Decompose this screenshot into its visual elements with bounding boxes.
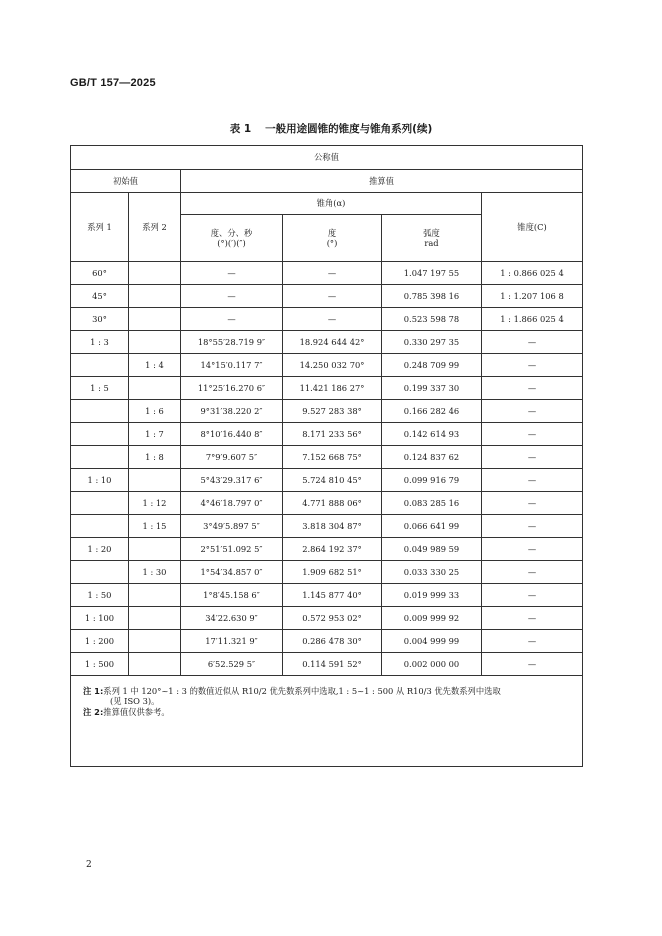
table-caption: 一般用途圆锥的锥度与锥角系列(续) xyxy=(265,123,433,135)
table-row xyxy=(71,538,583,561)
standard-code: GB/T 157—2025 xyxy=(70,77,156,89)
cell-taper: — xyxy=(482,423,583,446)
table-row xyxy=(71,630,583,653)
cell-series2: 1 : 12 xyxy=(129,492,181,515)
cell-dms: 17′11.321 9″ xyxy=(181,630,283,653)
cell-radian: 0.785 398 16 xyxy=(382,285,482,308)
header-dms-label: 度、分、秒 xyxy=(210,227,253,238)
table-row xyxy=(71,607,583,630)
header-radian xyxy=(382,215,482,262)
cell-series1: 1 : 200 xyxy=(71,630,129,653)
cell-radian: 0.199 337 30 xyxy=(382,377,482,400)
cell-series1 xyxy=(71,561,129,584)
cell-dms: 3°49′5.897 5″ xyxy=(181,515,283,538)
cell-dms: 11°25′16.270 6″ xyxy=(181,377,283,400)
cell-series1: 30° xyxy=(71,308,129,331)
cell-taper: — xyxy=(482,469,583,492)
cell-degree: 5.724 810 45° xyxy=(283,469,382,492)
notes-cell xyxy=(71,676,583,767)
note-1-text: 系列 1 中 120°~1 : 3 的数值近似从 R10/2 优先数系列中选取,1 : 5~1 : 500 从 R10/3 优先数系列中选取 xyxy=(103,686,501,696)
cell-dms: 14°15′0.117 7″ xyxy=(181,354,283,377)
cell-radian: 0.049 989 59 xyxy=(382,538,482,561)
cell-taper: — xyxy=(482,653,583,676)
cell-radian: 0.002 000 00 xyxy=(382,653,482,676)
cell-degree: 3.818 304 87° xyxy=(283,515,382,538)
cell-series2 xyxy=(129,607,181,630)
cell-radian: 0.142 614 93 xyxy=(382,423,482,446)
cell-degree: 0.286 478 30° xyxy=(283,630,382,653)
header-initial: 初始值 xyxy=(71,170,181,193)
cell-series2: 1 : 7 xyxy=(129,423,181,446)
cell-degree: — xyxy=(283,285,382,308)
header-degree-unit: (°) xyxy=(326,238,338,248)
cell-taper: — xyxy=(482,377,583,400)
cell-dms: 7°9′9.607 5″ xyxy=(181,446,283,469)
note-1 xyxy=(83,686,572,696)
cell-taper: — xyxy=(482,561,583,584)
cell-series1: 1 : 3 xyxy=(71,331,129,354)
header-dms-unit: (°)(′)(″) xyxy=(217,238,246,248)
cell-series2: 1 : 15 xyxy=(129,515,181,538)
table-row xyxy=(71,492,583,515)
cell-radian: 0.009 999 92 xyxy=(382,607,482,630)
cell-radian: 0.166 282 46 xyxy=(382,400,482,423)
table-row xyxy=(71,354,583,377)
cell-radian: 0.523 598 78 xyxy=(382,308,482,331)
cell-degree: 0.572 953 02° xyxy=(283,607,382,630)
taper-series-table xyxy=(70,145,583,767)
cell-dms: 6′52.529 5″ xyxy=(181,653,283,676)
cell-dms: — xyxy=(181,308,283,331)
header-nominal: 公称值 xyxy=(71,146,583,170)
cell-dms: 4°46′18.797 0″ xyxy=(181,492,283,515)
cell-degree: 11.421 186 27° xyxy=(283,377,382,400)
cell-series2 xyxy=(129,469,181,492)
table-number: 表 1 xyxy=(229,123,252,135)
cell-series2 xyxy=(129,377,181,400)
cell-taper: — xyxy=(482,630,583,653)
cell-series2 xyxy=(129,285,181,308)
cell-series2 xyxy=(129,630,181,653)
cell-degree: — xyxy=(283,262,382,285)
cell-series2 xyxy=(129,653,181,676)
cell-radian: 0.004 999 99 xyxy=(382,630,482,653)
cell-degree: 2.864 192 37° xyxy=(283,538,382,561)
page-number: 2 xyxy=(86,860,92,870)
table-row xyxy=(71,262,583,285)
cell-dms: 9°31′38.220 2″ xyxy=(181,400,283,423)
cell-series2: 1 : 6 xyxy=(129,400,181,423)
cell-dms: 1°8′45.158 6″ xyxy=(181,584,283,607)
cell-series1: 1 : 20 xyxy=(71,538,129,561)
table-row xyxy=(71,469,583,492)
cell-radian: 0.083 285 16 xyxy=(382,492,482,515)
cell-dms: 2°51′51.092 5″ xyxy=(181,538,283,561)
cell-series1: 1 : 5 xyxy=(71,377,129,400)
table-row xyxy=(71,331,583,354)
cell-degree: 9.527 283 38° xyxy=(283,400,382,423)
cell-dms: 8°10′16.440 8″ xyxy=(181,423,283,446)
header-series2: 系列 2 xyxy=(129,193,181,262)
cell-taper: — xyxy=(482,354,583,377)
cell-series1 xyxy=(71,515,129,538)
cell-radian: 0.248 709 99 xyxy=(382,354,482,377)
cell-degree: 4.771 888 06° xyxy=(283,492,382,515)
table-row xyxy=(71,285,583,308)
cell-taper: — xyxy=(482,538,583,561)
table-row xyxy=(71,653,583,676)
cell-degree: 14.250 032 70° xyxy=(283,354,382,377)
header-radian-label: 弧度 xyxy=(423,227,440,238)
cell-series2: 1 : 4 xyxy=(129,354,181,377)
cell-series2 xyxy=(129,331,181,354)
cell-taper: — xyxy=(482,400,583,423)
cell-dms: 18°55′28.719 9″ xyxy=(181,331,283,354)
cell-dms: 5°43′29.317 6″ xyxy=(181,469,283,492)
cell-taper: 1 : 0.866 025 4 xyxy=(482,262,583,285)
cell-degree: 8.171 233 56° xyxy=(283,423,382,446)
cell-radian: 0.124 837 62 xyxy=(382,446,482,469)
table-row xyxy=(71,584,583,607)
header-degree xyxy=(283,215,382,262)
cell-degree: — xyxy=(283,308,382,331)
header-calculated: 推算值 xyxy=(181,170,583,193)
cell-taper: — xyxy=(482,331,583,354)
cell-radian: 0.099 916 79 xyxy=(382,469,482,492)
table-row xyxy=(71,400,583,423)
cell-taper: 1 : 1.866 025 4 xyxy=(482,308,583,331)
cell-series1: 45° xyxy=(71,285,129,308)
cell-taper: — xyxy=(482,492,583,515)
note-1-label: 注 1: xyxy=(83,686,104,696)
cell-degree: 18.924 644 42° xyxy=(283,331,382,354)
table-row xyxy=(71,423,583,446)
header-dms xyxy=(181,215,283,262)
cell-radian: 0.330 297 35 xyxy=(382,331,482,354)
table-row xyxy=(71,561,583,584)
cell-dms: 1°54′34.857 0″ xyxy=(181,561,283,584)
cell-series2 xyxy=(129,262,181,285)
header-series1: 系列 1 xyxy=(71,193,129,262)
header-taper: 锥度(C) xyxy=(482,193,583,262)
cell-taper: — xyxy=(482,446,583,469)
cell-series2 xyxy=(129,308,181,331)
cell-series2: 1 : 8 xyxy=(129,446,181,469)
cell-series1: 1 : 50 xyxy=(71,584,129,607)
cell-series1: 1 : 100 xyxy=(71,607,129,630)
cell-series1 xyxy=(71,492,129,515)
note-2-text: 推算值仅供参考。 xyxy=(103,706,170,717)
cell-series2 xyxy=(129,584,181,607)
cell-degree: 1.909 682 51° xyxy=(283,561,382,584)
cell-degree: 1.145 877 40° xyxy=(283,584,382,607)
cell-series1: 1 : 500 xyxy=(71,653,129,676)
cell-series2 xyxy=(129,538,181,561)
cell-taper: — xyxy=(482,515,583,538)
header-cone-angle: 锥角(α) xyxy=(181,193,482,215)
cell-series2: 1 : 30 xyxy=(129,561,181,584)
cell-taper: 1 : 1.207 106 8 xyxy=(482,285,583,308)
header-radian-unit: rad xyxy=(424,238,439,248)
cell-dms: 34′22.630 9″ xyxy=(181,607,283,630)
cell-series1: 60° xyxy=(71,262,129,285)
header-degree-label: 度 xyxy=(327,227,337,238)
note-2 xyxy=(83,707,572,717)
table-row xyxy=(71,515,583,538)
cell-series1 xyxy=(71,400,129,423)
cell-radian: 0.019 999 33 xyxy=(382,584,482,607)
cell-series1: 1 : 10 xyxy=(71,469,129,492)
cell-taper: — xyxy=(482,584,583,607)
cell-degree: 7.152 668 75° xyxy=(283,446,382,469)
note-2-label: 注 2: xyxy=(83,706,104,717)
cell-radian: 0.033 330 25 xyxy=(382,561,482,584)
cell-series1 xyxy=(71,423,129,446)
note-1-continued: (见 ISO 3)。 xyxy=(110,696,160,707)
cell-dms: — xyxy=(181,285,283,308)
table-row xyxy=(71,446,583,469)
table-row xyxy=(71,377,583,400)
cell-series1 xyxy=(71,354,129,377)
cell-series1 xyxy=(71,446,129,469)
cell-dms: — xyxy=(181,262,283,285)
table-title xyxy=(0,121,662,136)
table-row xyxy=(71,308,583,331)
cell-degree: 0.114 591 52° xyxy=(283,653,382,676)
cell-taper: — xyxy=(482,607,583,630)
cell-radian: 1.047 197 55 xyxy=(382,262,482,285)
cell-radian: 0.066 641 99 xyxy=(382,515,482,538)
